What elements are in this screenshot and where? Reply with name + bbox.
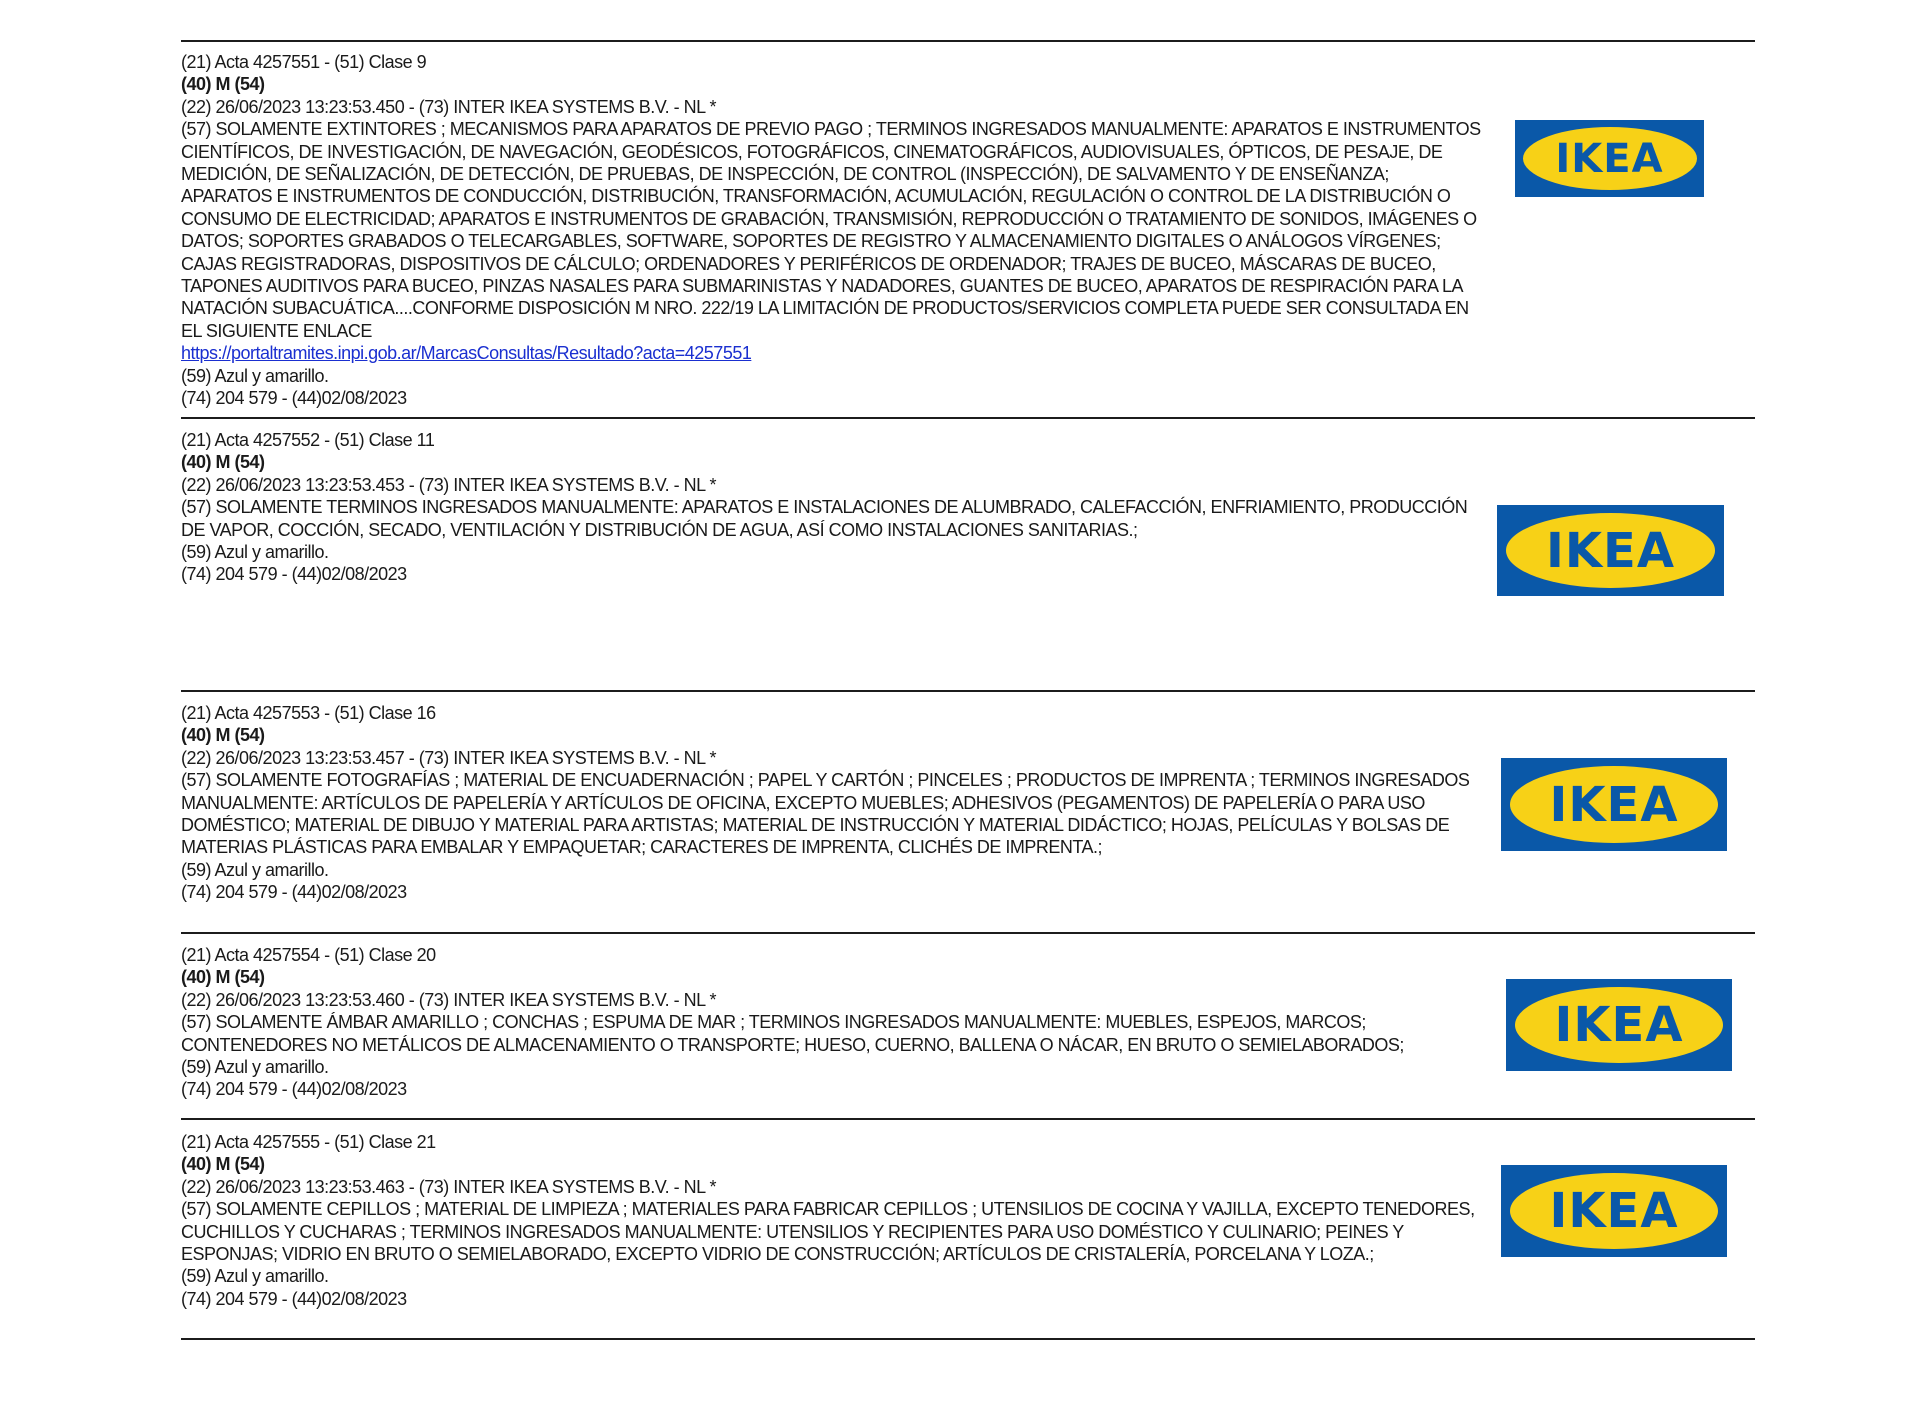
application-number: (21) Acta 4257553 - (51) Clase 16 <box>181 703 436 723</box>
colors-claim: (59) Azul y amarillo. <box>181 1266 329 1287</box>
colors-claim: (59) Azul y amarillo. <box>181 365 329 386</box>
agent-date: (74) 204 579 - (44)02/08/2023 <box>181 388 407 409</box>
entry-text <box>181 51 1481 410</box>
mark-type: (40) M (54) <box>181 452 265 473</box>
separator-rule <box>181 1118 1755 1120</box>
ikea-logo <box>1506 979 1732 1071</box>
trademark-entry <box>181 1131 1755 1310</box>
trademark-entry <box>181 51 1755 410</box>
ikea-logo-text: IKEA <box>1549 776 1679 833</box>
mark-type: (40) M (54) <box>181 1154 265 1175</box>
filing-owner: (22) 26/06/2023 13:23:53.453 - (73) INTER IKEA SYSTEMS B.V. - NL * <box>181 474 716 495</box>
application-number: (21) Acta 4257554 - (51) Clase 20 <box>181 945 436 965</box>
ikea-logo-text: IKEA <box>1554 997 1684 1053</box>
ikea-logo-text: IKEA <box>1555 135 1664 182</box>
colors-claim: (59) Azul y amarillo. <box>181 1057 329 1078</box>
goods-description: (57) SOLAMENTE ÁMBAR AMARILLO ; CONCHAS ; ESPUMA DE MAR ; TERMINOS INGRESADOS MANUALMENTE: MUEBLES, ESPEJOS, MARCOS; CONTENEDORES NO METÁLICOS DE ALMACENAMIENTO O TRANSPORTE; HUESO, CUERNO, BALLENA O NÁCAR, EN BRUTO O SEMIELABORADOS; <box>181 1012 1404 1055</box>
entry-text <box>181 944 1481 1101</box>
separator-rule <box>181 690 1755 692</box>
entry-text <box>181 429 1481 586</box>
ikea-logo-text: IKEA <box>1546 522 1675 579</box>
filing-owner: (22) 26/06/2023 13:23:53.460 - (73) INTER IKEA SYSTEMS B.V. - NL * <box>181 989 716 1010</box>
consulta-link[interactable]: https://portaltramites.inpi.gob.ar/MarcasConsultas/Resultado?acta=4257551 <box>181 343 752 364</box>
agent-date: (74) 204 579 - (44)02/08/2023 <box>181 882 407 903</box>
filing-owner: (22) 26/06/2023 13:23:53.457 - (73) INTER IKEA SYSTEMS B.V. - NL * <box>181 747 716 768</box>
separator-rule <box>181 417 1755 419</box>
separator-rule <box>181 40 1755 42</box>
trademark-entry <box>181 702 1755 904</box>
colors-claim: (59) Azul y amarillo. <box>181 542 329 563</box>
separator-rule <box>181 932 1755 934</box>
agent-date: (74) 204 579 - (44)02/08/2023 <box>181 564 407 585</box>
colors-claim: (59) Azul y amarillo. <box>181 859 329 880</box>
agent-date: (74) 204 579 - (44)02/08/2023 <box>181 1079 407 1100</box>
mark-type: (40) M (54) <box>181 967 265 988</box>
ikea-logo <box>1515 120 1704 197</box>
application-number: (21) Acta 4257551 - (51) Clase 9 <box>181 52 427 72</box>
ikea-logo <box>1501 758 1727 851</box>
goods-description: (57) SOLAMENTE CEPILLOS ; MATERIAL DE LIMPIEZA ; MATERIALES PARA FABRICAR CEPILLOS ; UTENSILIOS DE COCINA Y VAJILLA, EXCEPTO TENEDORES, CUCHILLOS Y CUCHARAS ; TERMINOS INGRESADOS MANUALMENTE: UTENSILIOS Y RECIPIENTES PARA USO DOMÉSTICO Y CULINARIO; PEINES Y ESPONJAS; VIDRIO EN BRUTO O SEMIELABORADO, EXCEPTO VIDRIO DE CONSTRUCCIÓN; ARTÍCULOS DE CRISTALERÍA, PORCELANA Y LOZA.; <box>181 1199 1475 1265</box>
application-number: (21) Acta 4257552 - (51) Clase 11 <box>181 430 435 450</box>
goods-description: (57) SOLAMENTE TERMINOS INGRESADOS MANUALMENTE: APARATOS E INSTALACIONES DE ALUMBRADO, CALEFACCIÓN, ENFRIAMIENTO, PRODUCCIÓN DE VAPOR, COCCIÓN, SECADO, VENTILACIÓN Y DISTRIBUCIÓN DE AGUA, ASÍ COMO INSTALACIONES SANITARIAS.; <box>181 497 1468 540</box>
ikea-logo <box>1501 1165 1727 1257</box>
filing-owner: (22) 26/06/2023 13:23:53.463 - (73) INTER IKEA SYSTEMS B.V. - NL * <box>181 1176 716 1197</box>
separator-rule <box>181 1338 1755 1340</box>
goods-description: (57) SOLAMENTE EXTINTORES ; MECANISMOS PARA APARATOS DE PREVIO PAGO ; TERMINOS INGRESADOS MANUALMENTE: APARATOS E INSTRUMENTOS CIENTÍFICOS, DE INVESTIGACIÓN, DE NAVEGACIÓN, GEODÉSICOS, FOTOGRÁFICOS, CINEMATOGRÁFICOS, AUDIOVISUALES, ÓPTICOS, DE PESAJE, DE MEDICIÓN, DE SEÑALIZACIÓN, DE DETECCIÓN, DE PRUEBAS, DE INSPECCIÓN, DE CONTROL (INSPECCIÓN), DE SALVAMENTO Y DE ENSEÑANZA; APARATOS E INSTRUMENTOS DE CONDUCCIÓN, DISTRIBUCIÓN, TRANSFORMACIÓN, ACUMULACIÓN, REGULACIÓN O CONTROL DE LA DISTRIBUCIÓN O CONSUMO DE ELECTRICIDAD; APARATOS E INSTRUMENTOS DE GRABACIÓN, TRANSMISIÓN, REPRODUCCIÓN O TRATAMIENTO DE SONIDOS, IMÁGENES O DATOS; SOPORTES GRABADOS O TELECARGABLES, SOFTWARE, SOPORTES DE REGISTRO Y ALMACENAMIENTO DIGITALES O ANÁLOGOS VÍRGENES; CAJAS REGISTRADORAS, DISPOSITIVOS DE CÁLCULO; ORDENADORES Y PERIFÉRICOS DE ORDENADOR; TRAJES DE BUCEO, MÁSCARAS DE BUCEO, TAPONES AUDITIVOS PARA BUCEO, PINZAS NASALES PARA SUBMARINISTAS Y NADADORES, GUANTES DE BUCEO, APARATOS DE RESPIRACIÓN PARA LA NATACIÓN SUBACUÁTICA....CONFORME DISPOSICIÓN M NRO. 222/19 LA LIMITACIÓN DE PRODUCTOS/SERVICIOS COMPLETA PUEDE SER CONSULTADA EN EL SIGUIENTE ENLACE <box>181 119 1481 341</box>
entry-text <box>181 1131 1481 1310</box>
trademark-entry <box>181 944 1755 1101</box>
trademark-entry <box>181 429 1755 586</box>
ikea-logo <box>1497 505 1724 596</box>
goods-description: (57) SOLAMENTE FOTOGRAFÍAS ; MATERIAL DE ENCUADERNACIÓN ; PAPEL Y CARTÓN ; PINCELES ; PRODUCTOS DE IMPRENTA ; TERMINOS INGRESADOS MANUALMENTE: ARTÍCULOS DE PAPELERÍA Y ARTÍCULOS DE OFICINA, EXCEPTO MUEBLES; ADHESIVOS (PEGAMENTOS) DE PAPELERÍA O PARA USO DOMÉSTICO; MATERIAL DE DIBUJO Y MATERIAL PARA ARTISTAS; MATERIAL DE INSTRUCCIÓN Y MATERIAL DIDÁCTICO; HOJAS, PELÍCULAS Y BOLSAS DE MATERIAS PLÁSTICAS PARA EMBALAR Y EMPAQUETAR; CARACTERES DE IMPRENTA, CLICHÉS DE IMPRENTA.; <box>181 770 1470 858</box>
mark-type: (40) M (54) <box>181 725 265 746</box>
application-number: (21) Acta 4257555 - (51) Clase 21 <box>181 1132 436 1152</box>
mark-type: (40) M (54) <box>181 74 265 95</box>
filing-owner: (22) 26/06/2023 13:23:53.450 - (73) INTER IKEA SYSTEMS B.V. - NL * <box>181 96 716 117</box>
agent-date: (74) 204 579 - (44)02/08/2023 <box>181 1288 407 1309</box>
ikea-logo-text: IKEA <box>1549 1183 1679 1239</box>
entry-text <box>181 702 1481 904</box>
